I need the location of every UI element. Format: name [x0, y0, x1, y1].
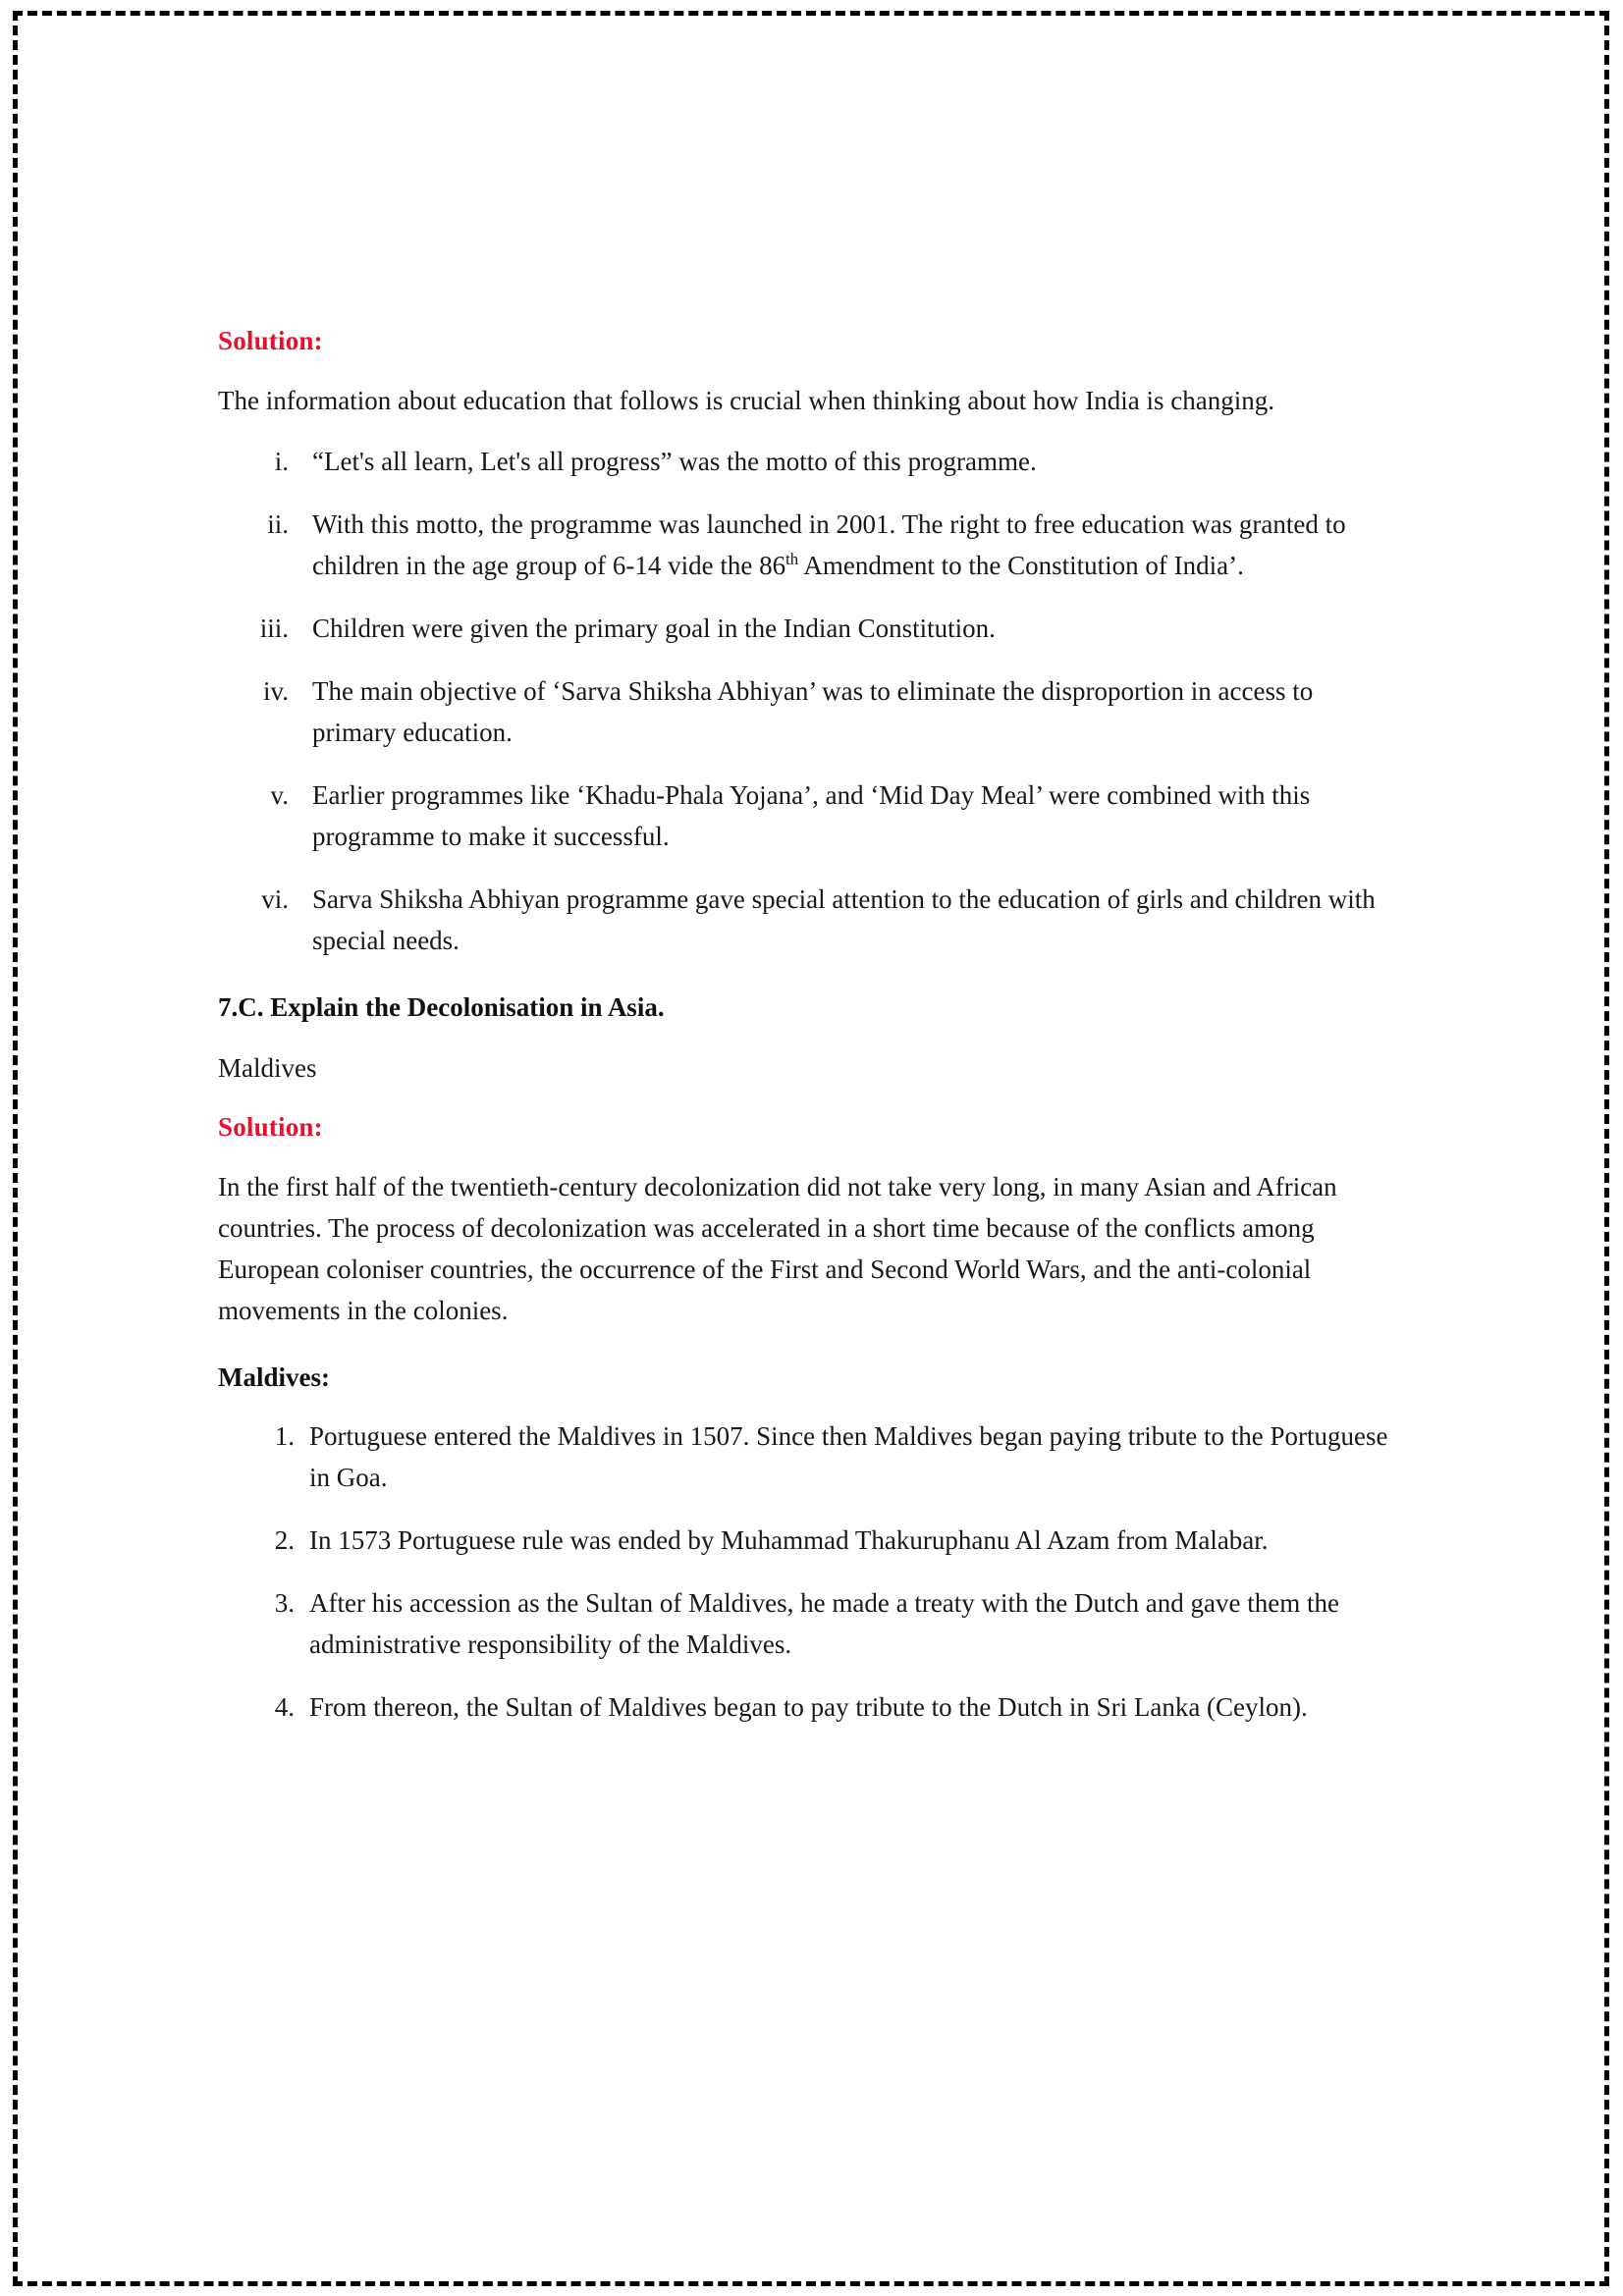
list-item-text: After his accession as the Sultan of Maldives, he made a treaty with the Dutch and gave them the administrative responsibility of the Maldives. [309, 1588, 1339, 1660]
list-item-text: Earlier programmes like ‘Khadu-Phala Yojana’, and ‘Mid Day Meal’ were combined with this programme to make it successful. [312, 780, 1311, 852]
list-marker: i. [274, 447, 289, 477]
list-item [218, 1520, 1396, 1561]
list-item [218, 441, 1396, 482]
list-item [218, 1415, 1396, 1498]
solution-label-second: Solution: [218, 1112, 323, 1143]
list-item-text: The main objective of ‘Sarva Shiksha Abhiyan’ was to eliminate the disproportion in access to primary education. [312, 676, 1314, 748]
list-item-text: “Let's all learn, Let's all progress” was the motto of this programme. [312, 447, 1037, 477]
list-item [218, 1686, 1396, 1728]
list-item [218, 670, 1396, 753]
intro-paragraph-second: In the first half of the twentieth-century decolonization did not take very long, in many Asian and African countries. The process of decolonization was accelerated in a short time because of the conflicts among European coloniser countries, the occurrence of the First and Second World Wars, and the anti-colonial movements in the colonies. [218, 1172, 1337, 1326]
list-marker: 1. [274, 1421, 295, 1452]
list-marker: vi. [261, 884, 289, 915]
list-item-text: Sarva Shiksha Abhiyan programme gave special attention to the education of girls and children with special needs. [312, 884, 1376, 956]
list-item-text: Portuguese entered the Maldives in 1507. Since then Maldives began paying tribute to the Portuguese in Goa. [309, 1421, 1388, 1493]
list-item [218, 774, 1396, 857]
list-item [218, 504, 1396, 586]
list-item-text: In 1573 Portuguese rule was ended by Muhammad Thakuruphanu Al Azam from Malabar. [309, 1525, 1269, 1556]
list-marker: iii. [259, 614, 289, 644]
solution-label-first: Solution: [218, 326, 323, 355]
list-item-text-part2: Amendment to the Constitution of India’. [798, 551, 1244, 581]
list-marker: 2. [274, 1525, 295, 1556]
document-content [218, 324, 1396, 1749]
ordinal-superscript: th [785, 550, 799, 569]
list-item-text: Children were given the primary goal in the Indian Constitution. [312, 614, 996, 644]
question-topic: Maldives [218, 1053, 317, 1084]
list-item [218, 879, 1396, 961]
question-heading-7c: 7.C. Explain the Decolonisation in Asia. [218, 992, 665, 1023]
list-item [218, 608, 1396, 649]
list-marker: iv. [263, 676, 289, 707]
list-marker: 4. [274, 1692, 295, 1723]
intro-paragraph-first: The information about education that follows is crucial when thinking about how India is changing. [218, 386, 1275, 416]
numbered-list [218, 1415, 1396, 1728]
list-marker: v. [270, 780, 289, 811]
list-item-text: From thereon, the Sultan of Maldives began to pay tribute to the Dutch in Sri Lanka (Ceylon). [309, 1692, 1308, 1723]
list-marker: 3. [274, 1588, 295, 1619]
list-marker: ii. [267, 509, 289, 540]
list-item [218, 1582, 1396, 1665]
maldives-subheading: Maldives: [218, 1362, 330, 1393]
roman-numeral-list [218, 441, 1396, 961]
list-item-text-part1: With this motto, the programme was launched in 2001. The right to free education was granted to children in the age group of 6-14 vide the 86 [312, 509, 1346, 581]
